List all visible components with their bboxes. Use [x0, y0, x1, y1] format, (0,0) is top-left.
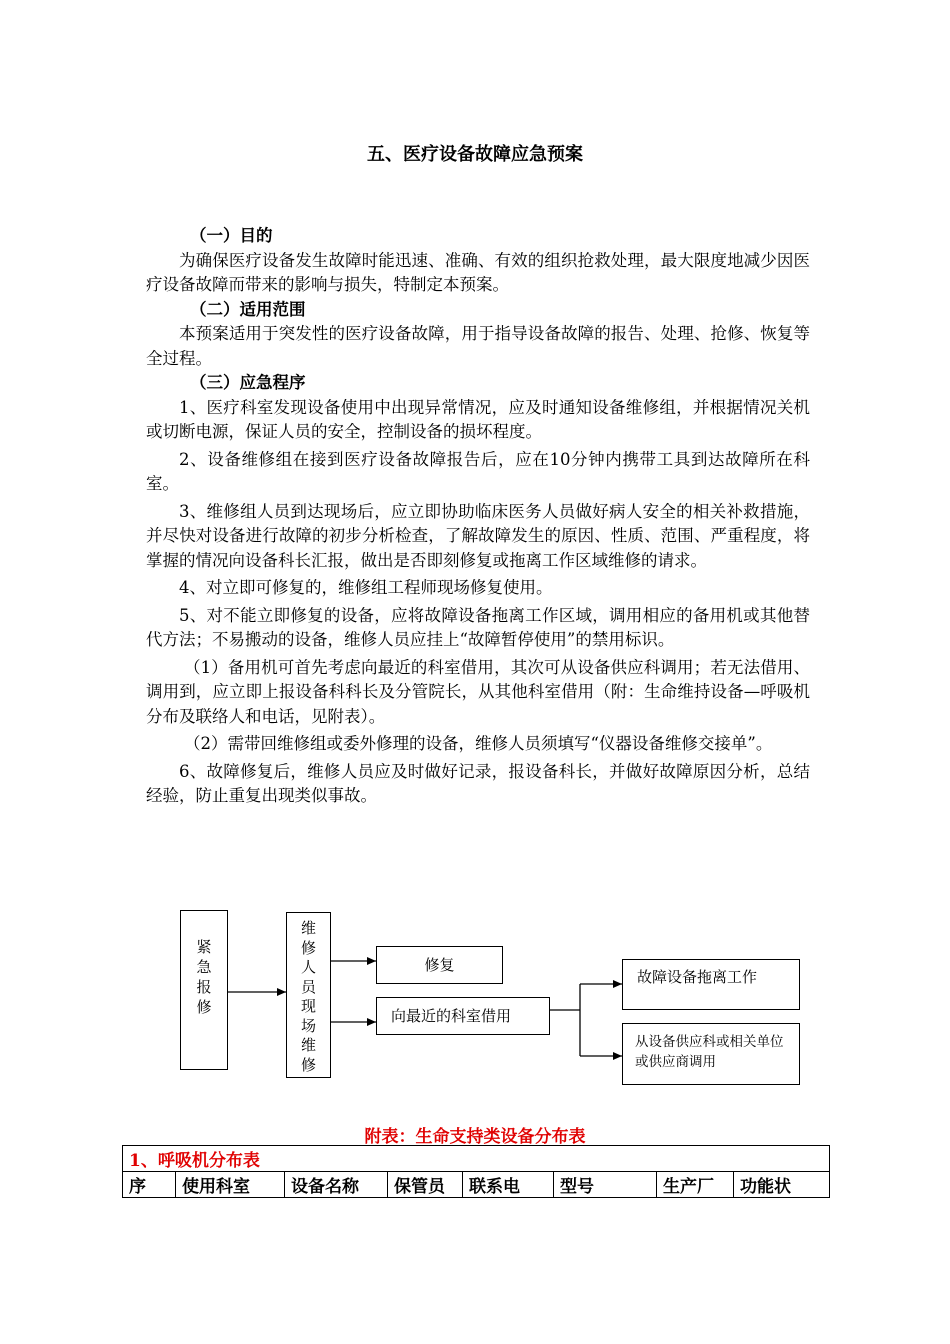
- purpose-text: 为确保医疗设备发生故障时能迅速、准确、有效的组织抢救处理，最大限度地减少因医疗设备故障而带来的影响与损失，特制定本预案。: [146, 250, 810, 294]
- procedure-substep: （1）备用机可首先考虑向最近的科室借用，其次可从设备供应科调用；若无法借用、调用到，应立即上报设备科科长及分管院长，从其他科室借用（附：生命维持设备—呼吸机分布及联络人和电话，见附表）。: [146, 657, 810, 726]
- purpose-heading: （一）目的: [190, 226, 273, 245]
- repair-label: 修复: [424, 956, 455, 974]
- procedure-substep: （2）需带回维修组或委外修理的设备，维修人员须填写“仪器设备维修交接单”。: [184, 734, 773, 753]
- box-char: 维: [300, 919, 316, 937]
- emergency-report-box: [180, 910, 228, 1070]
- supply-box: [622, 1023, 800, 1085]
- page-title: 五、医疗设备故障应急预案: [367, 144, 583, 165]
- drag-away-label: 故障设备拖离工作: [637, 968, 758, 986]
- scope-heading: （二）适用范围: [190, 299, 306, 319]
- box-char: 维: [300, 1036, 316, 1054]
- onsite-repair-box: [286, 912, 331, 1078]
- procedure-step: 5、对不能立即修复的设备，应将故障设备拖离工作区域，调用相应的备用机或其他替代方法；不易搬动的设备，维修人员应挂上“故障暂停使用”的禁用标识。: [146, 605, 810, 649]
- procedure-step: 4、对立即可修复的，维修组工程师现场修复使用。: [179, 578, 553, 597]
- procedure-step: 1、医疗科室发现设备使用中出现异常情况，应及时通知设备维修组，并根据情况关机或切断电源，保证人员的安全，控制设备的损坏程度。: [146, 397, 810, 441]
- table-section-title: 1、呼吸机分布表: [123, 1146, 830, 1172]
- column-header: 使用科室: [176, 1172, 285, 1198]
- table-section-row: [123, 1146, 830, 1172]
- drag-away-box: [622, 959, 800, 1010]
- appendix-title: 附表：生命支持类设备分布表: [364, 1127, 586, 1147]
- box-char: 报: [196, 978, 212, 996]
- column-header: 功能状: [734, 1172, 830, 1198]
- box-char: 紧: [196, 938, 212, 956]
- box-char: 修: [300, 1055, 316, 1074]
- procedure-heading: （三）应急程序: [190, 373, 306, 392]
- ventilator-distribution-table: [122, 1145, 830, 1198]
- column-header: 序: [123, 1172, 176, 1198]
- scope-text: 本预案适用于突发性的医疗设备故障，用于指导设备故障的报告、处理、抢修、恢复等全过程。: [146, 324, 810, 368]
- repair-box: [376, 946, 503, 984]
- box-char: 人: [300, 958, 316, 976]
- box-char: 修: [196, 998, 212, 1016]
- box-char: 员: [300, 977, 316, 996]
- borrow-box: [376, 997, 550, 1035]
- box-char: 现: [300, 997, 316, 1015]
- procedure-step: 3、维修组人员到达现场后，应立即协助临床医务人员做好病人安全的相关补救措施，并尽快对设备进行故障的初步分析检查，了解故障发生的原因、性质、范围、严重程度，将掌握的情况向设备科长汇报，做出是否即刻修复或拖离工作区域维修的请求。: [146, 501, 810, 570]
- column-header: 保管员: [388, 1172, 463, 1198]
- column-header: 联系电: [463, 1172, 554, 1198]
- column-header: 设备名称: [285, 1172, 388, 1198]
- supply-label: 从设备供应科或相关单位或供应商调用: [635, 1034, 784, 1070]
- box-char: 修: [300, 938, 316, 957]
- table-header-row: [123, 1172, 830, 1198]
- procedure-step: 2、设备维修组在接到医疗设备故障报告后，应在10分钟内携带工具到达故障所在科室。: [146, 449, 810, 493]
- box-char: 场: [300, 1016, 316, 1035]
- procedure-step: 6、故障修复后，维修人员应及时做好记录，报设备科长，并做好故障原因分析，总结经验，防止重复出现类似事故。: [146, 761, 810, 805]
- borrow-label: 向最近的科室借用: [391, 1007, 512, 1025]
- box-char: 急: [196, 958, 212, 976]
- column-header: 型号: [554, 1172, 657, 1198]
- column-header: 生产厂: [657, 1172, 734, 1198]
